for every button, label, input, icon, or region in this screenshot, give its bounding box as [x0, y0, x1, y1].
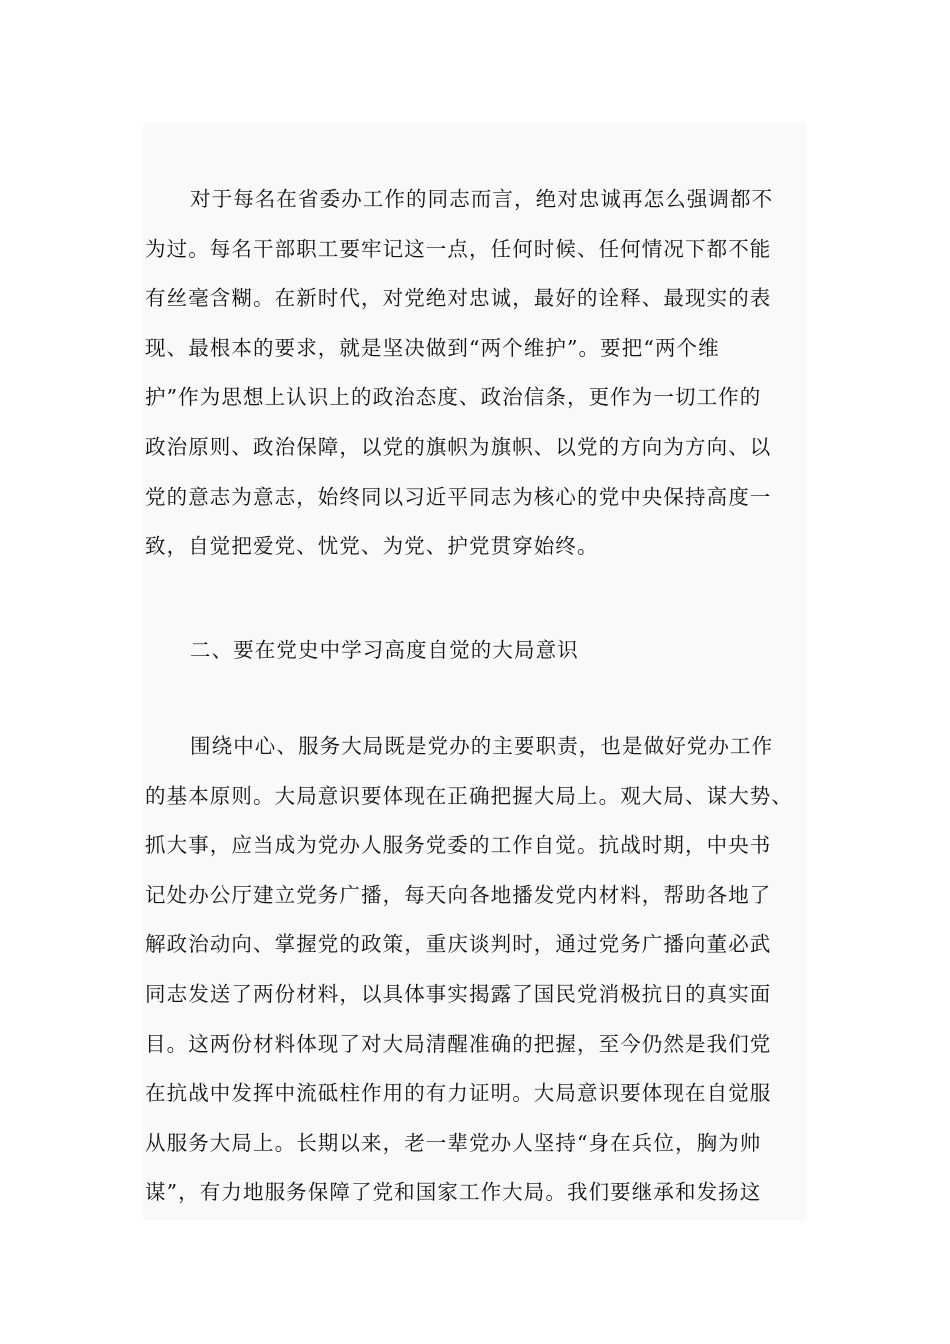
text-line: 谋”，有力地服务保障了党和国家工作大局。我们要继承和发扬这: [145, 1180, 762, 1205]
text-line: 记处办公厅建立党务广播，每天向各地播发党内材料，帮助各地了: [145, 882, 772, 907]
text-line: 在抗战中发挥中流砥柱作用的有力证明。大局意识要体现在自觉服: [145, 1081, 772, 1106]
text-line: 护”作为思想上认识上的政治态度、政治信条，更作为一切工作的: [145, 385, 762, 410]
section-heading-two: 二、要在党史中学习高度自觉的大局意识: [190, 638, 579, 662]
text-line: 为过。每名干部职工要牢记这一点，任何时候、任何情况下都不能: [145, 236, 772, 261]
text-line: 从服务大局上。长期以来，老一辈党办人坚持“身在兵位，胸为帅: [145, 1130, 762, 1155]
text-line: 对于每名在省委办工作的同志而言，绝对忠诚再怎么强调都不: [190, 187, 774, 211]
text-line: 的基本原则。大局意识要体现在正确把握大局上。观大局、谋大势、: [145, 783, 793, 808]
text-line: 党的意志为意志，始终同以习近平同志为核心的党中央保持高度一: [145, 484, 772, 509]
paragraph-loyalty: [145, 175, 805, 572]
text-line: 有丝毫含糊。在新时代，对党绝对忠诚，最好的诠释、最现实的表: [145, 286, 772, 311]
paragraph-big-picture: [145, 722, 805, 1218]
text-line: 现、最根本的要求，就是坚决做到“两个维护”。要把“两个维: [145, 335, 720, 360]
text-line: 致，自觉把爱党、忧党、为党、护党贯穿始终。: [145, 534, 599, 559]
text-line: 目。这两份材料体现了对大局清醒准确的把握，至今仍然是我们党: [145, 1031, 772, 1056]
text-line: 解政治动向、掌握党的政策，重庆谈判时，通过党务广播向董必武: [145, 932, 772, 957]
text-line: 围绕中心、服务大局既是党办的主要职责，也是做好党办工作: [190, 734, 774, 758]
text-line: 同志发送了两份材料，以具体事实揭露了国民党消极抗日的真实面: [145, 981, 772, 1006]
text-line: 抓大事，应当成为党办人服务党委的工作自觉。抗战时期，中央书: [145, 833, 772, 858]
text-line: 政治原则、政治保障，以党的旗帜为旗帜、以党的方向为方向、以: [145, 434, 772, 459]
